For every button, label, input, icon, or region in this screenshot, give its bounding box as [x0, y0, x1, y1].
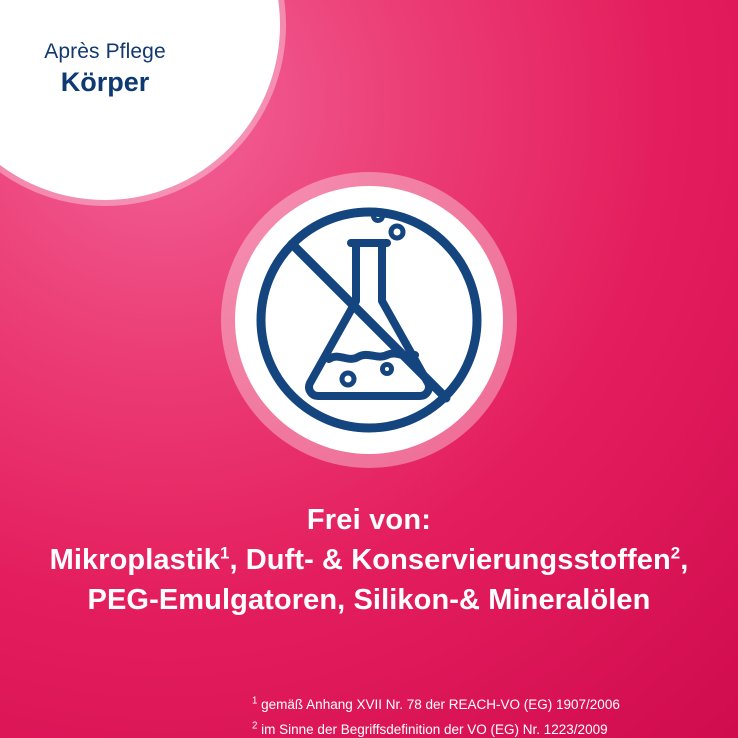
apres-pflege-badge	[0, 0, 280, 200]
footnote-ref-2: 2	[670, 543, 681, 563]
footnote-1-marker: 1	[252, 695, 258, 707]
footnote-1-text: gemäß Anhang XVII Nr. 78 der REACH-VO (EG) 1907/2006	[257, 697, 620, 712]
footnote-2	[252, 717, 722, 738]
badge-text	[0, 38, 280, 99]
no-chemicals-flask-icon	[235, 186, 503, 454]
claim-ingredient-fragrance: , Duft- & Konservierungsstoffen	[229, 544, 671, 576]
footnote-2-marker: 2	[252, 720, 258, 732]
free-from-claim	[0, 500, 738, 620]
claim-ingredient-microplastics: Mikroplastik	[49, 544, 220, 576]
badge-line-2: Körper	[60, 67, 150, 97]
no-chemicals-emblem	[221, 172, 517, 468]
claim-line-1-comma: ,	[680, 544, 689, 576]
footnotes	[252, 692, 722, 738]
claim-heading: Frei von:	[306, 504, 432, 536]
footnote-2-text: im Sinne der Begriffsdefinition der VO (EG) Nr. 1223/2009	[257, 722, 608, 737]
footnote-1	[252, 692, 722, 717]
badge-line-1: Après Pflege	[44, 40, 166, 63]
claim-line-2: PEG-Emulgatoren, Silikon-& Mineralölen	[87, 584, 651, 616]
footnote-ref-1: 1	[220, 543, 230, 563]
emblem-disc	[235, 186, 503, 454]
claim-line-1	[0, 540, 738, 580]
